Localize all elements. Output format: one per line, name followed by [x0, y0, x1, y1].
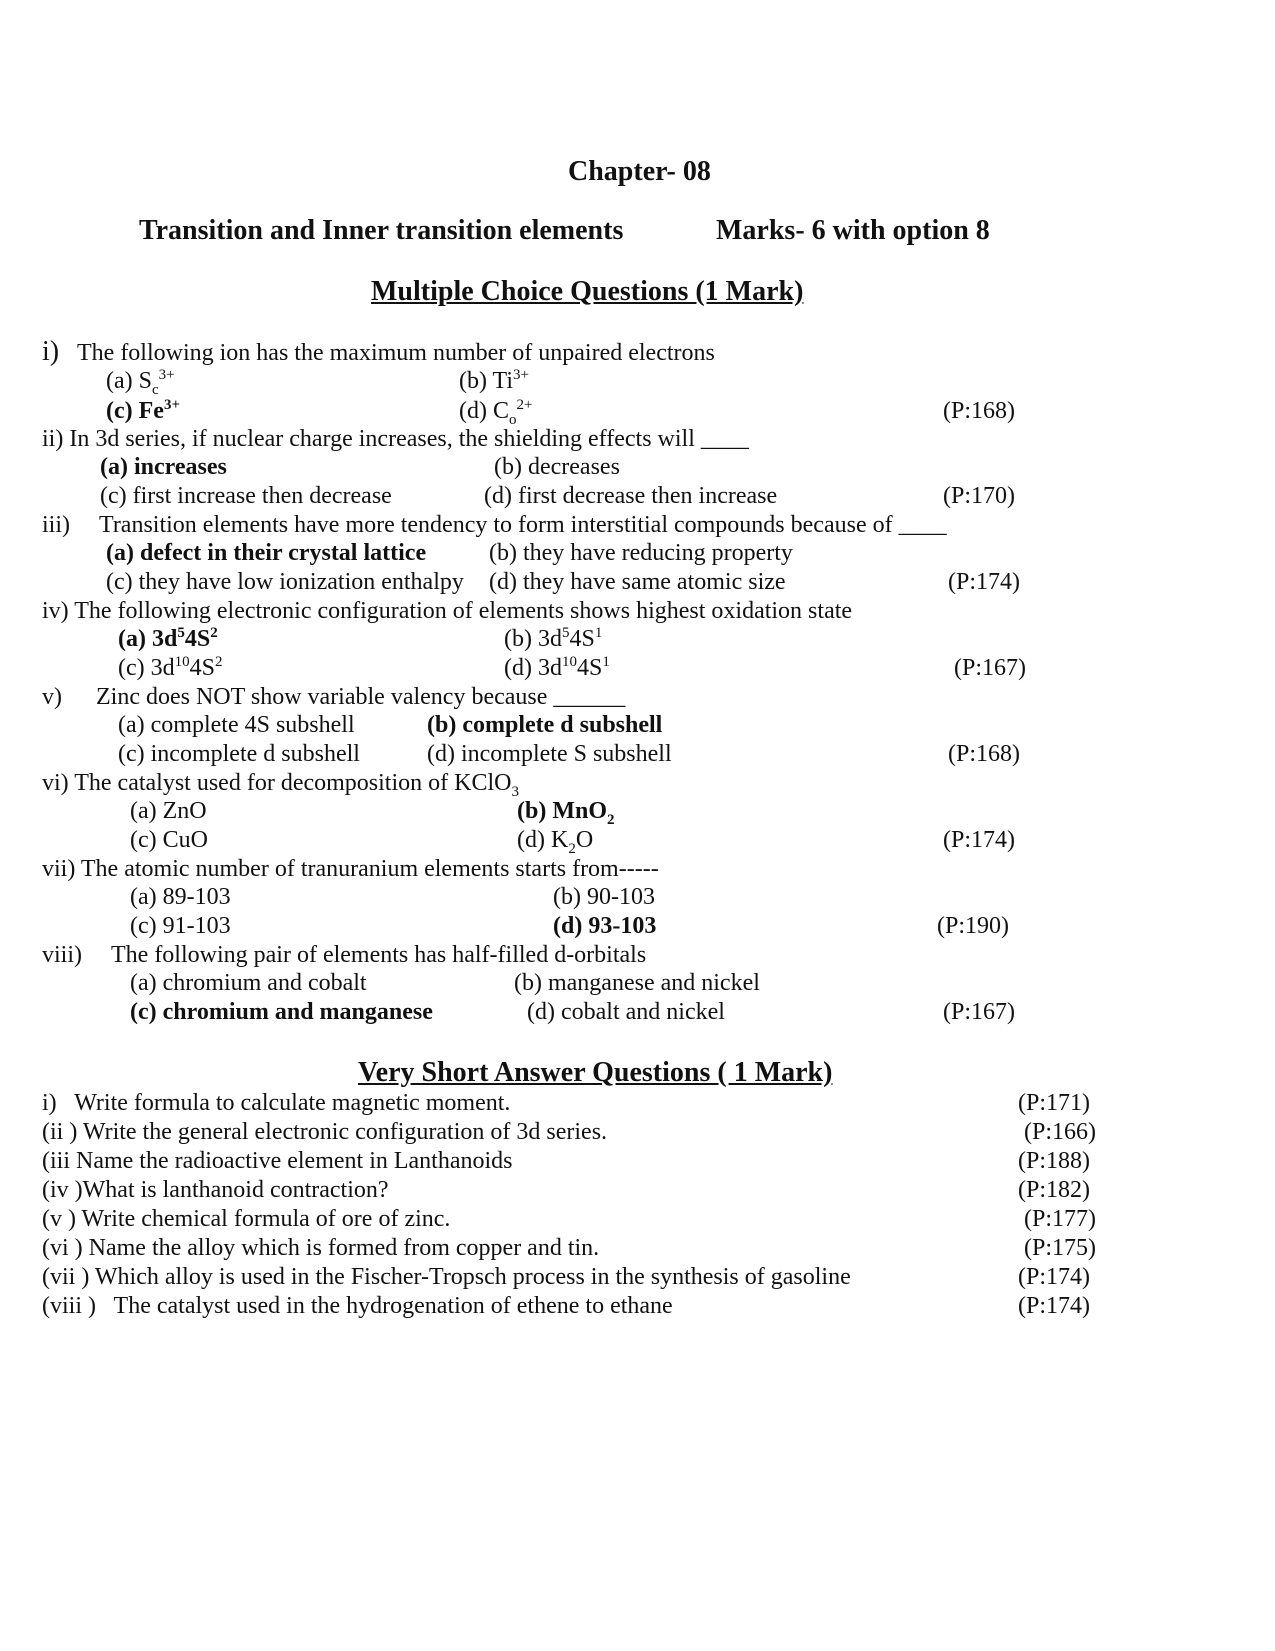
vsa-item-5: (v ) Write chemical formula of ore of zinc.: [42, 1206, 451, 1232]
vsa-item-7: (vii ) Which alloy is used in the Fischer-Tropsch process in the synthesis of gasoline: [42, 1264, 851, 1290]
q8-text: The following pair of elements has half-filled d-orbitals: [111, 942, 647, 968]
q5-option-c: (c) incomplete d subshell: [118, 741, 360, 767]
q6-text: vi) The catalyst used for decomposition of KClO$_3$: [42, 770, 519, 800]
q1-option-a: (a) $S_c^{3+}$: [106, 367, 175, 398]
q5-page-ref: (P:168): [948, 741, 1020, 767]
vsa-item-6-ref: (P:175): [1024, 1235, 1096, 1261]
q5-option-a: (a) complete 4S subshell: [118, 712, 355, 738]
q3-number: iii): [42, 512, 70, 538]
vsa-item-8-ref: (P:174): [1018, 1293, 1090, 1319]
q8-option-d: (d) cobalt and nickel: [527, 999, 725, 1025]
vsa-item-1-ref: (P:171): [1018, 1090, 1090, 1116]
q6-option-d: (d) $K_2O$: [517, 827, 594, 857]
q1-text: The following ion has the maximum number of unpaired electrons: [77, 340, 715, 366]
q8-page-ref: (P:167): [943, 999, 1015, 1025]
vsa-item-8: (viii ) The catalyst used in the hydrogenation of ethene to ethane: [42, 1293, 673, 1319]
q8-option-c: (c) chromium and manganese: [130, 999, 433, 1025]
q4-option-b: (b) $3d^54S^1$: [504, 625, 603, 652]
q8-number: viii): [42, 942, 82, 968]
mcq-heading: Multiple Choice Questions (1 Mark): [371, 276, 804, 307]
vsa-item-2-ref: (P:166): [1024, 1119, 1096, 1145]
q4-text: iv) The following electronic configuration of elements shows highest oxidation state: [42, 598, 853, 624]
q8-option-b: (b) manganese and nickel: [514, 970, 760, 996]
q7-option-d: (d) 93-103: [553, 913, 657, 939]
q7-page-ref: (P:190): [937, 913, 1009, 939]
q6-option-a: (a) ZnO: [130, 798, 207, 824]
q2-option-b: (b) decreases: [494, 454, 620, 480]
q2-page-ref: (P:170): [943, 483, 1015, 509]
q1-number: i): [42, 336, 60, 367]
q2-text: ii) In 3d series, if nuclear charge increases, the shielding effects will ____: [42, 426, 749, 452]
topic-title: Transition and Inner transition elements: [139, 215, 624, 246]
vsa-item-6: (vi ) Name the alloy which is formed from copper and tin.: [42, 1235, 600, 1261]
q6-option-b: (b) MnO$_2$: [517, 798, 615, 828]
q5-option-d: (d) incomplete S subshell: [427, 741, 672, 767]
vsa-item-7-ref: (P:174): [1018, 1264, 1090, 1290]
vsa-item-4: (iv )What is lanthanoid contraction?: [42, 1177, 389, 1203]
q3-option-d: (d) they have same atomic size: [489, 569, 786, 595]
vsa-item-4-ref: (P:182): [1018, 1177, 1090, 1203]
marks-label: Marks- 6 with option 8: [716, 215, 990, 246]
q4-option-a: (a) $3d^54S^2$: [118, 625, 218, 652]
q8-option-a: (a) chromium and cobalt: [130, 970, 367, 996]
q5-text: Zinc does NOT show variable valency because ______: [96, 684, 626, 710]
q3-option-a: (a) defect in their crystal lattice: [106, 540, 427, 566]
q3-text: Transition elements have more tendency to form interstitial compounds because of ____: [99, 512, 947, 538]
q1-option-b: (b) $Ti^{3+}$: [459, 367, 530, 394]
q6-page-ref: (P:174): [943, 827, 1015, 853]
q5-number: v): [42, 684, 62, 710]
q7-text: vii) The atomic number of tranuranium elements starts from-----: [42, 856, 659, 882]
chapter-title: Chapter- 08: [568, 156, 711, 187]
q3-page-ref: (P:174): [948, 569, 1020, 595]
q2-option-a: (a) increases: [100, 454, 227, 480]
q3-option-c: (c) they have low ionization enthalpy: [106, 569, 464, 595]
q2-option-d: (d) first decrease then increase: [484, 483, 778, 509]
q1-option-d: (d) $C_o^{2+}$: [459, 397, 533, 428]
q3-option-b: (b) they have reducing property: [489, 540, 793, 566]
q7-option-b: (b) 90-103: [553, 884, 655, 910]
q2-option-c: (c) first increase then decrease: [100, 483, 392, 509]
vsa-item-3-ref: (P:188): [1018, 1148, 1090, 1174]
vsa-item-3: (iii Name the radioactive element in Lanthanoids: [42, 1148, 513, 1174]
vsa-item-5-ref: (P:177): [1024, 1206, 1096, 1232]
q5-option-b: (b) complete d subshell: [427, 712, 663, 738]
q7-option-a: (a) 89-103: [130, 884, 231, 910]
q4-option-c: (c) $3d^{10}4S^2$: [118, 654, 223, 681]
vsa-item-1: i) Write formula to calculate magnetic moment.: [42, 1090, 511, 1116]
vsa-item-2: (ii ) Write the general electronic configuration of 3d series.: [42, 1119, 608, 1145]
q1-page-ref: (P:168): [943, 398, 1015, 424]
vsa-heading: Very Short Answer Questions ( 1 Mark): [358, 1057, 833, 1088]
q4-option-d: (d) $3d^{10}4S^1$: [504, 654, 610, 681]
q6-option-c: (c) CuO: [130, 827, 208, 853]
q1-option-c: (c) $Fe^{3+}$: [106, 397, 181, 424]
q7-option-c: (c) 91-103: [130, 913, 231, 939]
q4-page-ref: (P:167): [954, 655, 1026, 681]
